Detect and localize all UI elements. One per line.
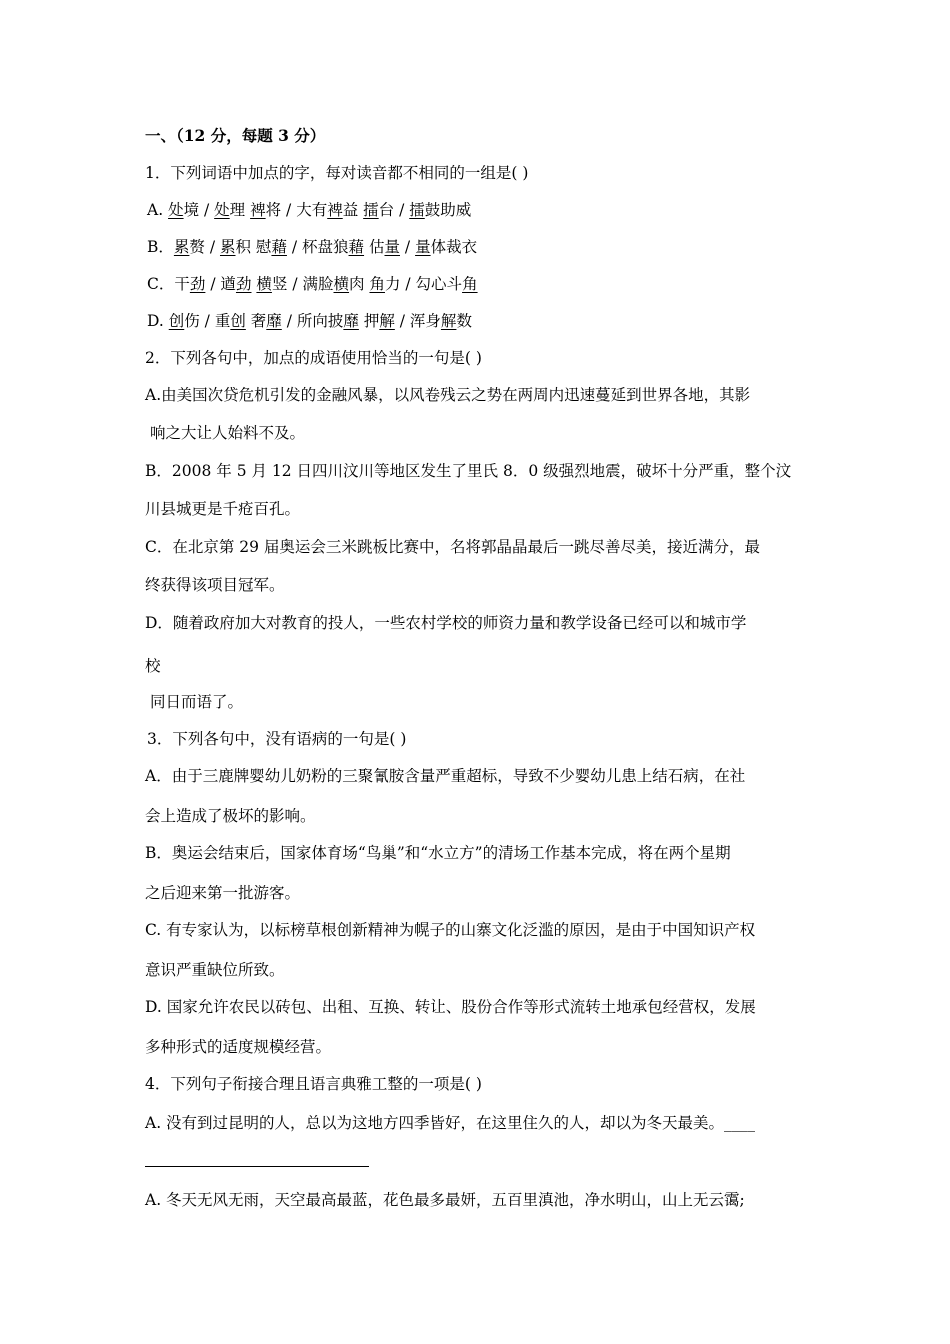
question-4-passage: A. 没有到过昆明的人，总以为这地方四季皆好，在这里住久的人，却以为冬天最美。____ xyxy=(145,1114,756,1132)
question-2-option-a-line2: 响之大让人始料不及。 xyxy=(150,424,306,442)
marked-character: 擂 xyxy=(363,201,379,219)
question-1-stem: 1．下列词语中加点的字，每对读音都不相同的一组是( ) xyxy=(145,164,529,182)
question-3-option-d-line2: 多种形式的适度规模经营。 xyxy=(145,1038,332,1056)
option-text: / 遒 xyxy=(205,275,236,293)
option-text: 力 / 勾心斗 xyxy=(384,275,463,293)
marked-character: 创 xyxy=(230,312,246,330)
option-text: D. xyxy=(147,312,169,330)
question-2-option-a-line1: A.由美国次贷危机引发的金融风暴，以风卷残云之势在两周内迅速蔓延到世界各地，其影 xyxy=(145,386,751,404)
marked-character: 创 xyxy=(168,312,185,330)
question-4-option-a: A. 冬天无风无雨，天空最高最蓝，花色最多最妍，五百里滇池，净水明山，山上无云霭; xyxy=(145,1191,745,1209)
marked-character: 劲 xyxy=(235,275,252,293)
option-text: 鼓助威 xyxy=(424,201,472,219)
option-text: 体裁衣 xyxy=(430,238,478,256)
marked-character: 靡 xyxy=(343,312,359,330)
question-2-option-d-line1: D．随着政府加大对教育的投人，一些农村学校的师资力量和教学设备已经可以和城市学 xyxy=(145,614,747,632)
marked-character: 劲 xyxy=(189,275,206,293)
question-3-option-c-line2: 意识严重缺位所致。 xyxy=(145,961,285,979)
marked-character: 角 xyxy=(462,275,478,293)
option-text: 境 / xyxy=(183,201,215,219)
marked-character: 角 xyxy=(369,275,385,293)
answer-blank-line xyxy=(145,1166,369,1167)
option-text: 理 xyxy=(229,201,251,219)
option-text: / 所向披 xyxy=(281,312,344,330)
question-2-option-b-line2: 川县城更是千疮百孔。 xyxy=(145,500,301,518)
option-text: 数 xyxy=(456,312,472,330)
marked-character: 擂 xyxy=(409,201,425,219)
marked-character: 横 xyxy=(256,275,272,293)
marked-character: 累 xyxy=(173,238,190,256)
question-3-option-a-line2: 会上造成了极坏的影响。 xyxy=(145,807,316,825)
option-text: 益 xyxy=(342,201,364,219)
option-text: 估 xyxy=(364,238,385,256)
question-2-stem: 2．下列各句中，加点的成语使用恰当的一句是( ) xyxy=(145,349,482,367)
option-text: 赘 / xyxy=(189,238,220,256)
question-2-option-d-line3: 同日而语了。 xyxy=(150,693,244,711)
option-text: 台 / xyxy=(378,201,410,219)
question-1-option-a xyxy=(147,200,471,220)
option-text: 竖 / 满脸 xyxy=(271,275,334,293)
marked-character: 累 xyxy=(219,238,236,256)
question-2-option-c-line2: 终获得该项目冠军。 xyxy=(145,576,285,594)
option-text: 奢 xyxy=(245,312,267,330)
option-text: 伤 / 重 xyxy=(184,312,231,330)
option-text: / 浑身 xyxy=(394,312,441,330)
option-text: / 杯盘狼 xyxy=(286,238,349,256)
question-3-stem: 3．下列各句中，没有语病的一句是( ) xyxy=(147,730,407,748)
question-1-option-d xyxy=(147,311,472,331)
question-1-option-b xyxy=(147,237,477,257)
option-text: B． xyxy=(147,238,174,256)
marked-character: 解 xyxy=(440,312,457,330)
marked-character: 藉 xyxy=(348,238,365,256)
option-text: 将 / 大有 xyxy=(265,201,328,219)
question-1-option-c xyxy=(147,274,478,294)
marked-character: 横 xyxy=(333,275,350,293)
marked-character: 裨 xyxy=(250,201,266,219)
marked-character: 裨 xyxy=(327,201,343,219)
marked-character: 量 xyxy=(415,238,431,256)
marked-character: 量 xyxy=(384,238,400,256)
section-header: 一、（12 分，每题 3 分） xyxy=(145,126,326,145)
question-4-stem: 4．下列句子衔接合理且语言典雅工整的一项是( ) xyxy=(145,1075,482,1093)
question-2-option-c-line1: C．在北京第 29 届奥运会三米跳板比赛中，名将郭晶晶最后一跳尽善尽美，接近满分，最 xyxy=(145,538,760,556)
question-3-option-b-line2: 之后迎来第一批游客。 xyxy=(145,884,301,902)
question-3-option-b-line1: B．奥运会结束后，国家体育场“鸟巢”和“水立方”的清场工作基本完成，将在两个星期 xyxy=(145,844,731,862)
marked-character: 解 xyxy=(379,312,395,330)
option-text: / xyxy=(400,238,416,256)
marked-character: 藉 xyxy=(271,238,287,256)
question-3-option-c-line1: C. 有专家认为，以标榜草根创新精神为幌子的山寨文化泛滥的原因，是由于中国知识产权 xyxy=(145,921,756,939)
marked-character: 靡 xyxy=(266,312,282,330)
question-3-option-d-line1: D. 国家允许农民以砖包、出租、互换、转让、股份合作等形式流转土地承包经营权，发展 xyxy=(145,998,756,1016)
option-text: 押 xyxy=(358,312,380,330)
marked-character: 处 xyxy=(214,201,230,219)
option-text: A. xyxy=(147,201,169,219)
option-text: 积 慰 xyxy=(235,238,272,256)
question-3-option-a-line1: A．由于三鹿牌婴幼儿奶粉的三聚氰胺含量严重超标，导致不少婴幼儿患上结石病，在社 xyxy=(145,767,746,785)
option-text: C．干 xyxy=(147,275,190,293)
question-2-option-b-line1: B．2008 年 5 月 12 日四川汶川等地区发生了里氏 8．0 级强烈地震，破坏十分严重，整个汶 xyxy=(145,462,792,480)
question-2-option-d-line2: 校 xyxy=(145,657,161,675)
option-text: 肉 xyxy=(349,275,370,293)
marked-character: 处 xyxy=(168,201,184,219)
